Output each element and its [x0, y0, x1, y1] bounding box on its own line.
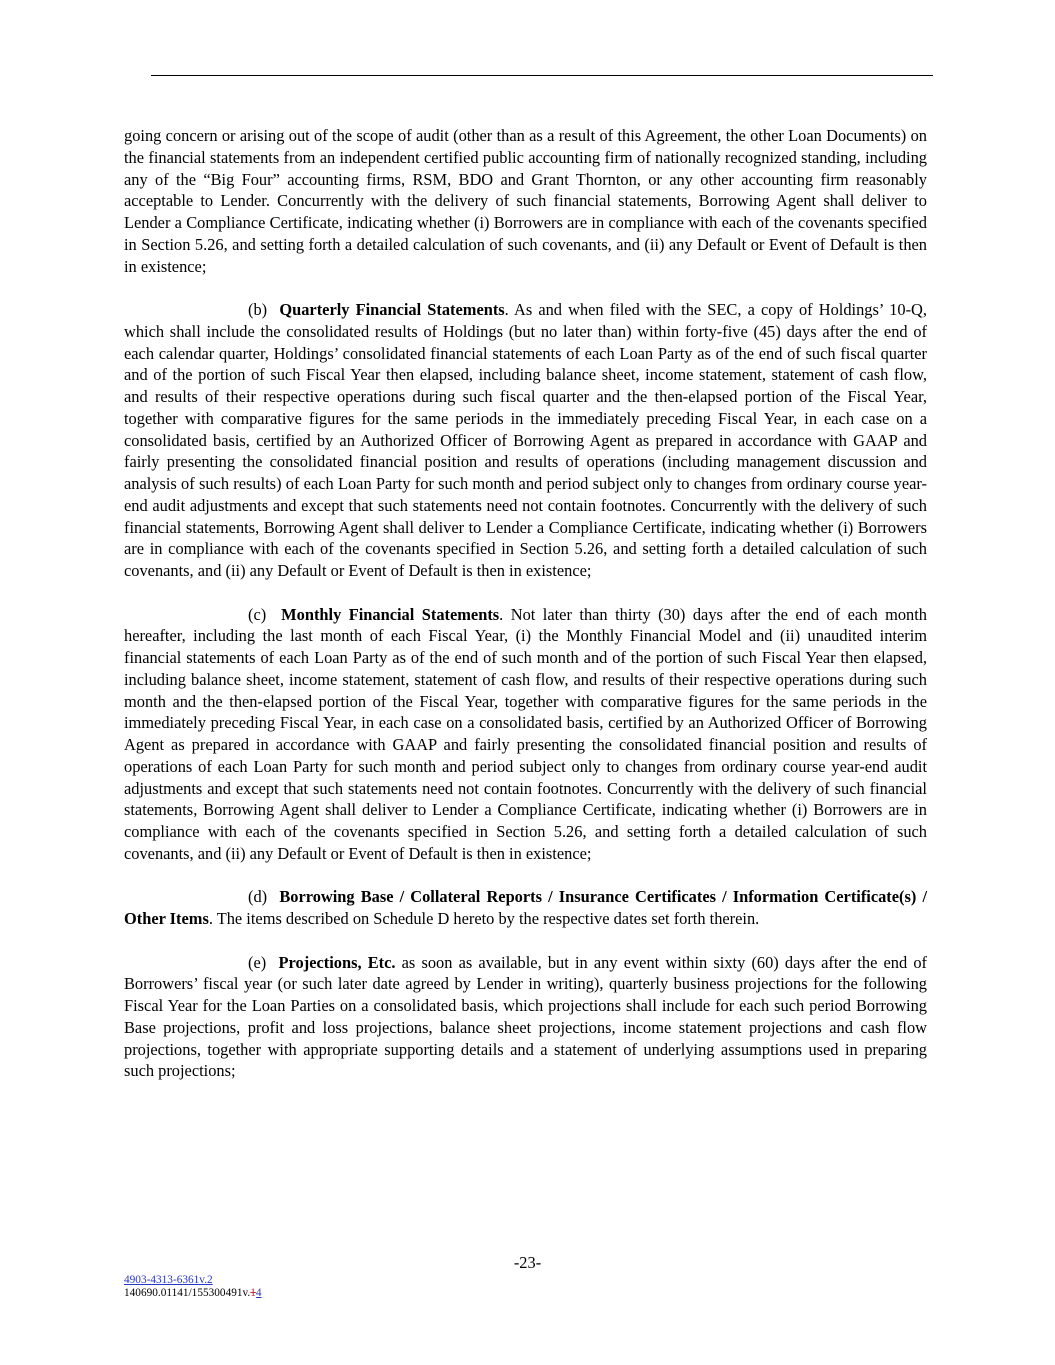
paragraph-e-heading: Projections, Etc. [278, 952, 396, 972]
revision-deleted-text: 1 [250, 1287, 256, 1299]
doc-id-link[interactable]: 4903-4313-6361v.2 [124, 1274, 213, 1286]
paragraph-d-text: . The items described on Schedule D hereto by the respective dates set forth therein. [208, 909, 760, 928]
paragraph-b-number: (b) [248, 300, 268, 319]
doc-reference [124, 1287, 262, 1300]
paragraph-c-number: (c) [248, 604, 267, 624]
paragraph-b-heading: Quarterly Financial Statements [279, 300, 505, 319]
paragraph-c [124, 604, 927, 865]
document-body [124, 125, 927, 1104]
paragraph-a-continued: going concern or arising out of the scope of audit (other than as a result of this Agreement, the other Loan Documents) on the financial statements from an independent certified public accounting firm of nationally recognized standing, including any of the “Big Four” accounting firms, RSM, BDO and Grant Thornton, or any other accounting firm reasonably acceptable to Lender. Concurrently with the delivery of such financial statements, Borrowing Agent shall deliver to Lender a Compliance Certificate, indicating whether (i) Borrowers are in compliance with each of the covenants specified in Section 5.26, and setting forth a detailed calculation of such covenants, and (ii) any Default or Event of Default is then in existence; [124, 126, 927, 276]
document-footer [124, 1274, 262, 1300]
paragraph-c-heading: Monthly Financial Statements [281, 604, 500, 624]
paragraph-b [124, 299, 927, 582]
paragraph-c-text: . Not later than thirty (30) days after the end of each month hereafter, including the last month of each Fiscal Year, (i) the Monthly Financial Model and (ii) unaudited interim financial statements of each Loan Party as of the end of such month and of the portion of such Fiscal Year then elapsed, including balance sheet, income statement, statement of cash flow, and results of their respective operations during such month and the then-elapsed portion of the Fiscal Year, together with comparative figures for the same periods in the immediately preceding Fiscal Year, in each case on a consolidated basis, certified by an Authorized Officer of Borrowing Agent as prepared in accordance with GAAP and fairly presenting the consolidated financial position and results of operations of each Loan Party for such month and period subject only to changes from ordinary course year-end audit adjustments and except that such statements need not contain footnotes. Concurrently with the delivery of such financial statements, Borrowing Agent shall deliver to Lender a Compliance Certificate, indicating whether (i) Borrowers are in compliance with each of the covenants specified in Section 5.26, and setting forth a detailed calculation of such covenants, and (ii) any Default or Event of Default is then in existence; [124, 604, 927, 863]
paragraph-d-number: (d) [248, 887, 268, 907]
paragraph-e-text: as soon as available, but in any event within sixty (60) days after the end of Borrowers’ fiscal year (or such later date agreed by Lender in writing), quarterly business projections for the following Fiscal Year for the Loan Parties on a consolidated basis, which projections shall include for each such period Borrowing Base projections, profit and loss projections, balance sheet projections, income statement projections and cash flow projections, together with appropriate supporting details and a statement of underlying assumptions used in preparing such projections; [124, 952, 928, 1081]
page-number: -23- [513, 1253, 542, 1272]
header-rule [151, 75, 933, 76]
paragraph-d [124, 886, 927, 930]
revision-inserted-text: 4 [255, 1287, 262, 1299]
paragraph-b-text: . As and when filed with the SEC, a copy of Holdings’ 10-Q, which shall include the consolidated results of Holdings (but no later than) within forty-five (45) days after the end of each calendar quarter, Holdings’ consolidated financial statements of each Loan Party as of the end of such fiscal quarter and of the portion of such Fiscal Year then elapsed, including balance sheet, income statement, statement of cash flow, and results of their respective operations during such fiscal quarter and the then-elapsed portion of the Fiscal Year, together with comparative figures for the same periods in the immediately preceding Fiscal Year, in each case on a consolidated basis, certified by an Authorized Officer of Borrowing Agent as prepared in accordance with GAAP and fairly presenting the consolidated financial position and results of operations (including management discussion and analysis of such results) of each Loan Party for such month and period subject only to changes from ordinary course year-end audit adjustments and except that such statements need not contain footnotes. Concurrently with the delivery of such financial statements, Borrowing Agent shall deliver to Lender a Compliance Certificate, indicating whether (i) Borrowers are in compliance with each of the covenants specified in Section 5.26, and setting forth a detailed calculation of such covenants, and (ii) any Default or Event of Default is then in existence; [124, 300, 927, 580]
paragraph-e-number: (e) [248, 952, 267, 972]
paragraph-e [124, 952, 927, 1083]
paragraph-d-heading: Borrowing Base / Collateral Reports / Insurance Certificates / Information Certificate(s) / Other Items [124, 887, 927, 928]
doc-reference-prefix: 140690.01141/155300491v. [124, 1287, 251, 1299]
